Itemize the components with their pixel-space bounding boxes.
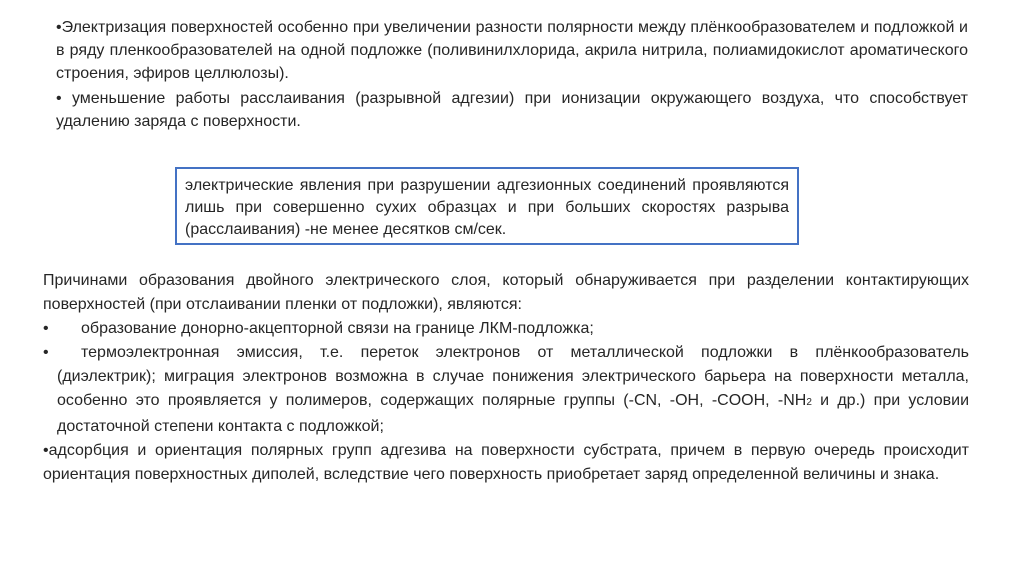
list-item-2 bbox=[43, 341, 969, 365]
bullet: • bbox=[43, 320, 49, 337]
lower-text-block bbox=[43, 269, 969, 487]
subscript-2: 2 bbox=[806, 397, 812, 408]
list-item-1 bbox=[43, 317, 969, 341]
list-item-2-first-line: термоэлектронная эмиссия, т.е. переток электронов от металлической подложки в плёнкообразователь bbox=[81, 344, 969, 361]
list-item-1-text: образование донорно-акцепторной связи на границе ЛКМ-подложка; bbox=[81, 320, 594, 337]
callout-box bbox=[175, 167, 799, 245]
top-text-block bbox=[56, 16, 968, 133]
top-paragraph-2: • уменьшение работы расслаивания (разрывной адгезии) при ионизации окружающего воздуха, что способствует удалению заряда с поверхности. bbox=[56, 90, 968, 130]
list-item-3: •адсорбция и ориентация полярных групп адгезива на поверхности субстрата, причем в первую очередь происходит ориентация поверхностных диполей, вследствие чего поверхность приобретает заряд определенной величины и знака. bbox=[43, 442, 969, 483]
list-item-2-text-b: и др.) при условии достаточной степени контакта с подложкой; bbox=[57, 392, 970, 435]
list-item-2-text-a: (диэлектрик); миграция электронов возможна в случае понижения электрического барьера на поверхности металла, особенно это проявляется у полимеров, содержащих полярные группы (-CN, -OH, -COOH, -NH bbox=[57, 368, 969, 409]
top-paragraph-1: •Электризация поверхностей особенно при увеличении разности полярности между плёнкообразователем и подложкой и в ряду пленкообразователей на одной подложке (поливинилхлорида, акрила нитрила, полиамидокислот ароматического строения, эфиров целлюлозы). bbox=[56, 19, 968, 82]
callout-text: электрические явления при разрушении адгезионных соединений проявляются лишь при совершенно сухих образцах и при больших скоростях разрыва (расслаивания) -не менее десятков см/сек. bbox=[185, 177, 789, 238]
list-item-2-continuation bbox=[43, 365, 969, 439]
intro-paragraph: Причинами образования двойного электрического слоя, который обнаруживается при разделении контактирующих поверхностей (при отслаивании пленки от подложки), являются: bbox=[43, 272, 969, 313]
bullet: • bbox=[43, 344, 49, 361]
